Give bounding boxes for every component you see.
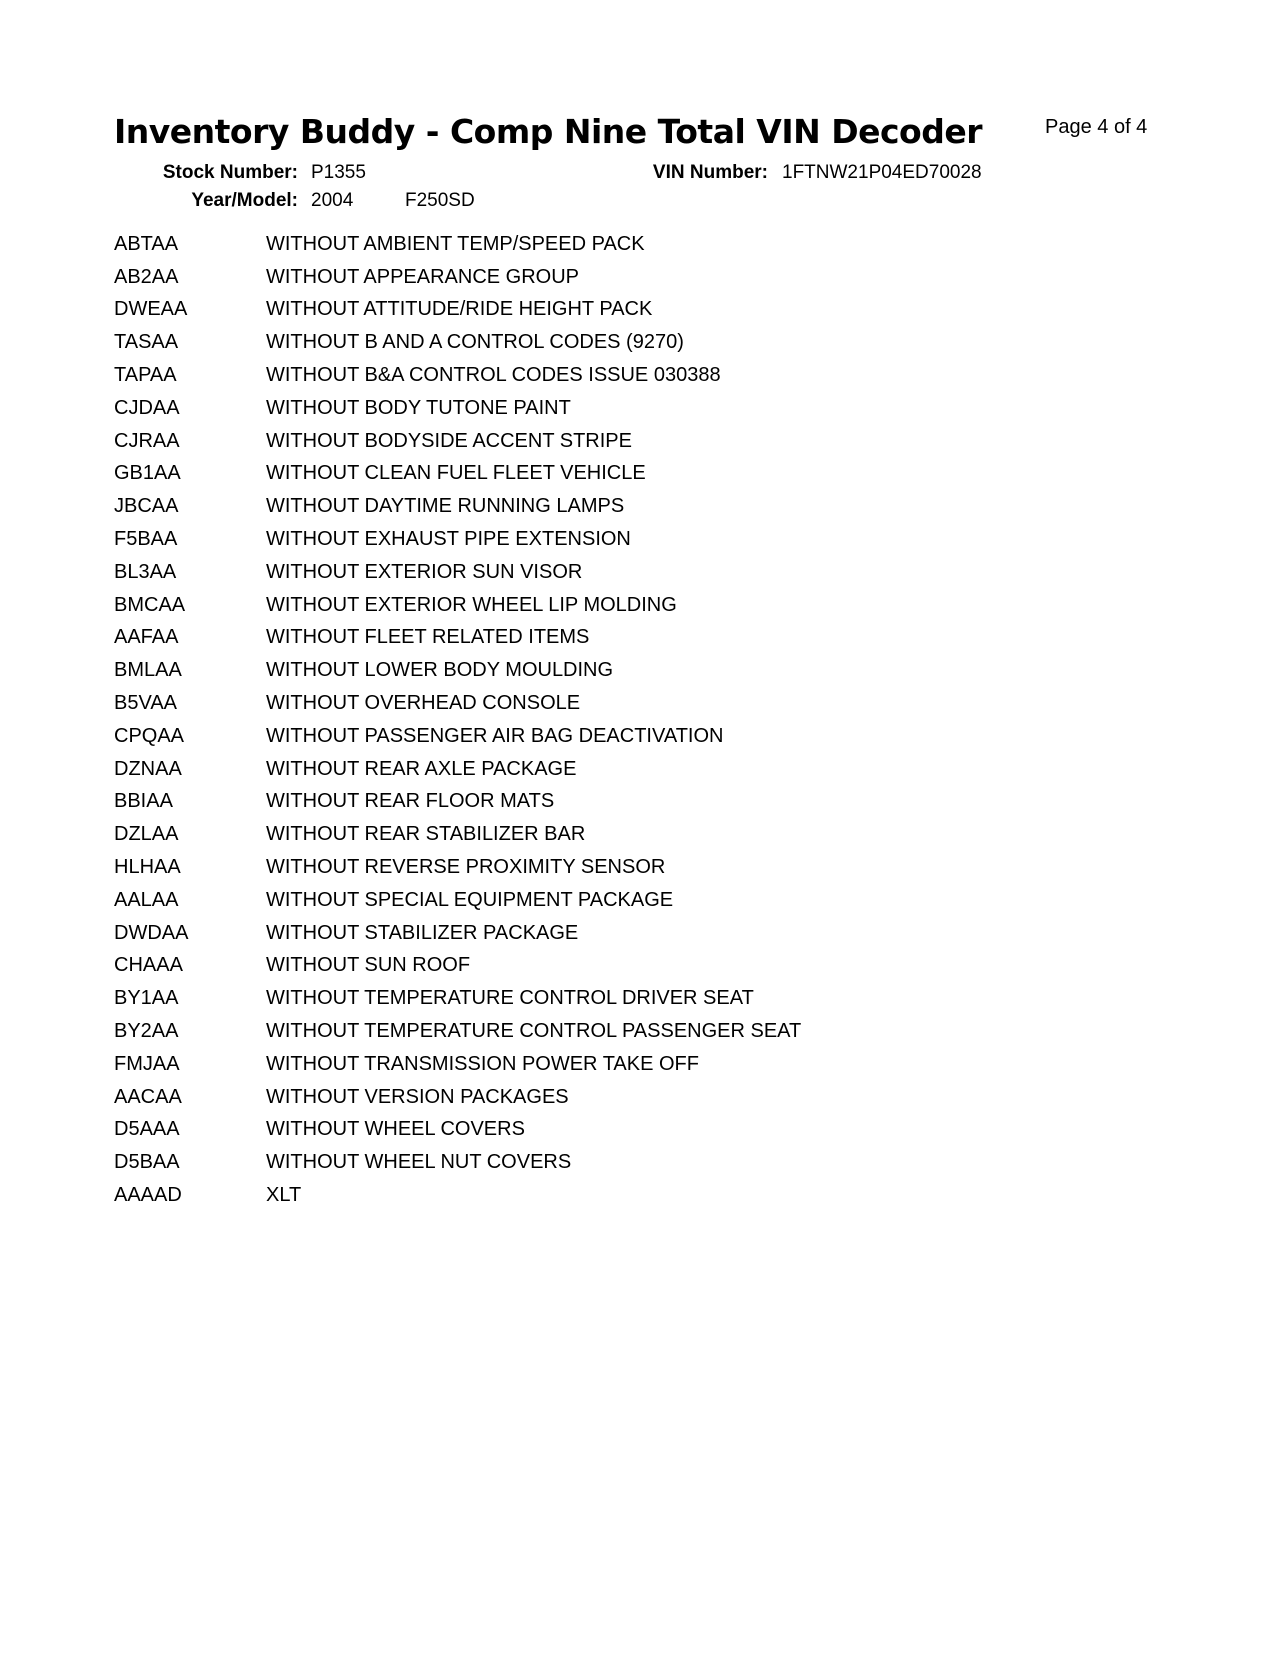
option-row: [114, 359, 801, 392]
option-description: WITHOUT WHEEL NUT COVERS: [266, 1151, 572, 1174]
option-row: [114, 917, 801, 950]
option-row: [114, 523, 801, 556]
option-code: AB2AA: [114, 265, 179, 288]
option-description: WITHOUT FLEET RELATED ITEMS: [266, 626, 590, 649]
option-row: [114, 687, 801, 720]
option-row: [114, 753, 801, 786]
vin-number-value: 1FTNW21P04ED70028: [782, 162, 982, 183]
option-description: WITHOUT B AND A CONTROL CODES (9270): [266, 331, 684, 354]
option-description: WITHOUT EXTERIOR WHEEL LIP MOLDING: [266, 593, 677, 616]
option-row: [114, 228, 801, 261]
option-code: GB1AA: [114, 462, 181, 485]
option-code: DWDAA: [114, 921, 189, 944]
option-code: AALAA: [114, 888, 179, 911]
option-description: WITHOUT DAYTIME RUNNING LAMPS: [266, 495, 625, 518]
option-description: XLT: [266, 1184, 302, 1206]
stock-number-label: Stock Number:: [162, 162, 298, 183]
option-description: WITHOUT REAR AXLE PACKAGE: [266, 757, 577, 780]
option-row: [114, 1048, 801, 1081]
option-row: [114, 982, 801, 1015]
option-row: [114, 1146, 801, 1179]
option-description: WITHOUT AMBIENT TEMP/SPEED PACK: [266, 232, 645, 255]
option-code: DZNAA: [114, 757, 182, 780]
option-description: WITHOUT EXHAUST PIPE EXTENSION: [266, 528, 631, 551]
option-code: CPQAA: [114, 724, 185, 747]
option-description: WITHOUT WHEEL COVERS: [266, 1118, 525, 1141]
option-row: [114, 851, 801, 884]
option-code: ABTAA: [114, 232, 179, 255]
option-code: CJRAA: [114, 429, 180, 452]
option-code: BY2AA: [114, 1020, 179, 1043]
option-row: [114, 654, 801, 687]
option-code: F5BAA: [114, 528, 178, 551]
option-row: [114, 720, 801, 753]
option-code: TAPAA: [114, 364, 177, 387]
stock-number-value: P1355: [311, 162, 366, 183]
option-row: [114, 556, 801, 589]
option-row: [114, 490, 801, 523]
option-row: [114, 1081, 801, 1114]
vin-number-label: VIN Number:: [652, 162, 768, 183]
option-description: WITHOUT EXTERIOR SUN VISOR: [266, 560, 583, 583]
option-description: WITHOUT REVERSE PROXIMITY SENSOR: [266, 856, 666, 879]
page-number: Page 4 of 4: [1045, 116, 1148, 138]
option-description: WITHOUT OVERHEAD CONSOLE: [266, 692, 581, 715]
option-code: JBCAA: [114, 495, 179, 518]
option-row: [114, 589, 801, 622]
option-code: AAAAD: [114, 1184, 182, 1206]
year-value: 2004: [311, 190, 354, 211]
option-description: WITHOUT TEMPERATURE CONTROL PASSENGER SEAT: [266, 1020, 802, 1043]
option-description: WITHOUT ATTITUDE/RIDE HEIGHT PACK: [266, 298, 653, 321]
option-code: CHAAA: [114, 954, 183, 977]
option-description: WITHOUT SPECIAL EQUIPMENT PACKAGE: [266, 888, 674, 911]
option-description: WITHOUT TEMPERATURE CONTROL DRIVER SEAT: [266, 987, 754, 1010]
option-row: [114, 458, 801, 491]
option-row: [114, 326, 801, 359]
option-row: [114, 1114, 801, 1147]
option-code: AAFAA: [114, 626, 179, 649]
option-row: [114, 261, 801, 294]
option-code: FMJAA: [114, 1052, 180, 1075]
option-description: WITHOUT APPEARANCE GROUP: [266, 265, 580, 288]
option-description: WITHOUT CLEAN FUEL FLEET VEHICLE: [266, 462, 646, 485]
option-code: AACAA: [114, 1085, 182, 1108]
option-code: BBIAA: [114, 790, 173, 813]
option-code: BL3AA: [114, 560, 177, 583]
option-row: [114, 786, 801, 819]
option-description: WITHOUT LOWER BODY MOULDING: [266, 659, 614, 682]
option-row: [114, 622, 801, 655]
option-code-list: [114, 228, 801, 1212]
option-code: D5BAA: [114, 1151, 180, 1174]
option-row: [114, 1015, 801, 1048]
option-row: [114, 294, 801, 327]
option-code: BY1AA: [114, 987, 179, 1010]
option-description: WITHOUT PASSENGER AIR BAG DEACTIVATION: [266, 724, 724, 747]
option-code: BMLAA: [114, 659, 182, 682]
option-code: D5AAA: [114, 1118, 180, 1141]
option-code: BMCAA: [114, 593, 186, 616]
option-code: CJDAA: [114, 396, 180, 419]
option-description: WITHOUT STABILIZER PACKAGE: [266, 921, 579, 944]
option-row: [114, 1179, 801, 1212]
option-row: [114, 425, 801, 458]
option-row: [114, 950, 801, 983]
option-code: HLHAA: [114, 856, 181, 879]
option-description: WITHOUT SUN ROOF: [266, 954, 471, 977]
option-description: WITHOUT VERSION PACKAGES: [266, 1085, 569, 1108]
option-description: WITHOUT B&A CONTROL CODES ISSUE 030388: [266, 364, 721, 387]
page-title: Inventory Buddy - Comp Nine Total VIN Decoder: [114, 112, 982, 151]
option-code: DZLAA: [114, 823, 179, 846]
option-row: [114, 392, 801, 425]
year-model-label: Year/Model:: [191, 190, 298, 211]
option-description: WITHOUT TRANSMISSION POWER TAKE OFF: [266, 1052, 699, 1075]
option-description: WITHOUT BODY TUTONE PAINT: [266, 396, 571, 419]
option-description: WITHOUT REAR STABILIZER BAR: [266, 823, 586, 846]
option-row: [114, 818, 801, 851]
option-code: TASAA: [114, 331, 179, 354]
option-code: B5VAA: [114, 692, 177, 715]
option-description: WITHOUT REAR FLOOR MATS: [266, 790, 555, 813]
option-row: [114, 884, 801, 917]
model-value: F250SD: [405, 190, 475, 211]
option-description: WITHOUT BODYSIDE ACCENT STRIPE: [266, 429, 632, 452]
option-code: DWEAA: [114, 298, 188, 321]
